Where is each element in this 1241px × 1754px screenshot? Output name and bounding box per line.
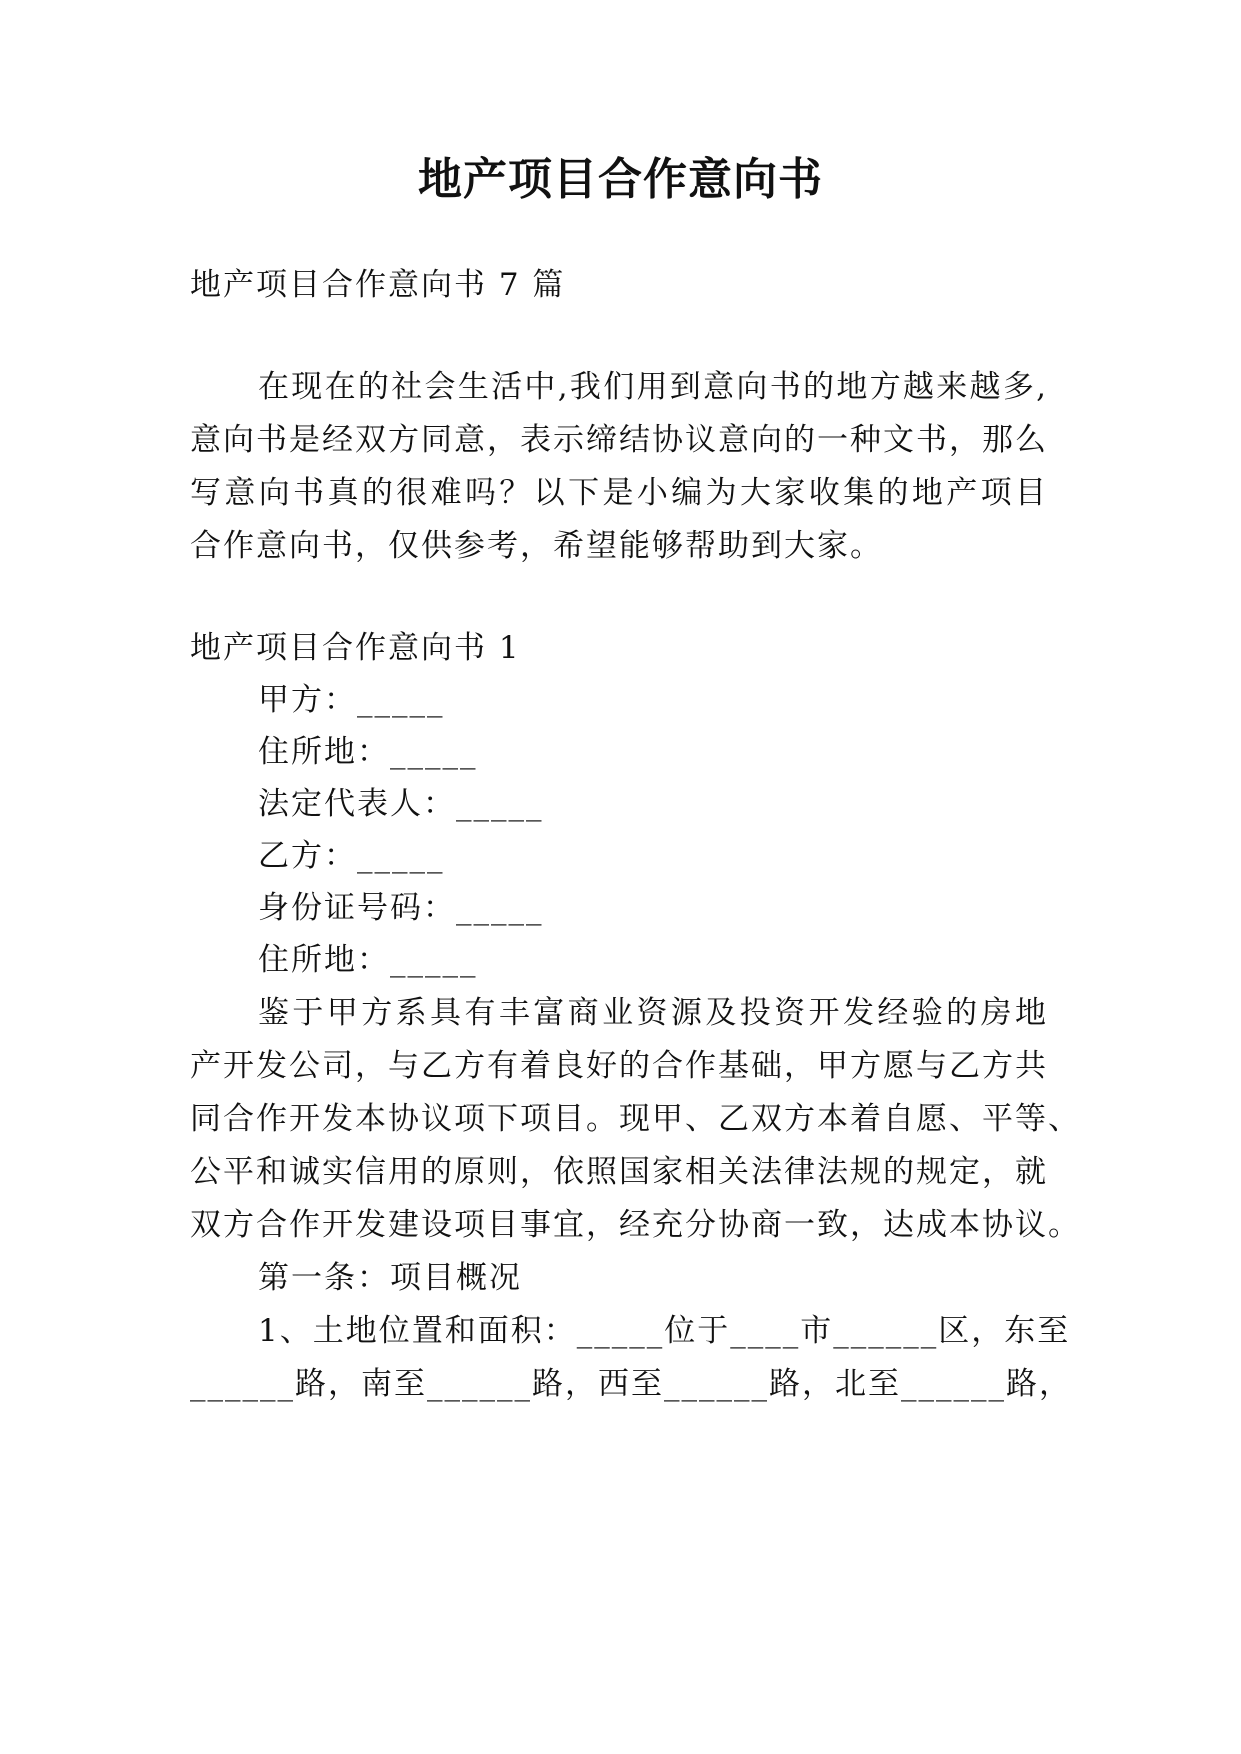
field-address: 住所地：_____ [258, 734, 478, 770]
body-line: 鉴于甲方系具有丰富商业资源及投资开发经验的房地 [258, 995, 1048, 1031]
article-heading: 第一条：项目概况 [258, 1260, 522, 1296]
body-line: 双方合作开发建设项目事宜，经充分协商一致，达成本协议。 [190, 1207, 1081, 1243]
field-id-number: 身份证号码：_____ [258, 890, 544, 926]
body-line: 同合作开发本协议项下项目。现甲、乙双方本着自愿、平等、 [190, 1101, 1081, 1137]
document-title: 地产项目合作意向书 [418, 154, 823, 205]
field-party-a: 甲方：_____ [258, 682, 445, 718]
clause-line: 1、土地位置和面积：_____位于____市______区，东至 [258, 1313, 1071, 1349]
intro-line: 写意向书真的很难吗？以下是小编为大家收集的地产项目 [190, 475, 1048, 511]
field-address: 住所地：_____ [258, 942, 478, 978]
clause-line: ______路，南至______路，西至______路，北至______路， [190, 1366, 1072, 1402]
field-party-b: 乙方：_____ [258, 838, 445, 874]
body-line: 产开发公司，与乙方有着良好的合作基础，甲方愿与乙方共 [190, 1048, 1048, 1084]
field-legal-representative: 法定代表人：_____ [258, 786, 544, 822]
section-heading: 地产项目合作意向书 1 [190, 630, 521, 666]
intro-line: 合作意向书，仅供参考，希望能够帮助到大家。 [190, 528, 883, 564]
intro-line: 在现在的社会生活中,我们用到意向书的地方越来越多, [258, 369, 1048, 405]
body-line: 公平和诚实信用的原则，依照国家相关法律法规的规定，就 [190, 1154, 1048, 1190]
intro-line: 意向书是经双方同意，表示缔结协议意向的一种文书，那么 [190, 422, 1048, 458]
document-subtitle: 地产项目合作意向书 7 篇 [190, 267, 566, 303]
